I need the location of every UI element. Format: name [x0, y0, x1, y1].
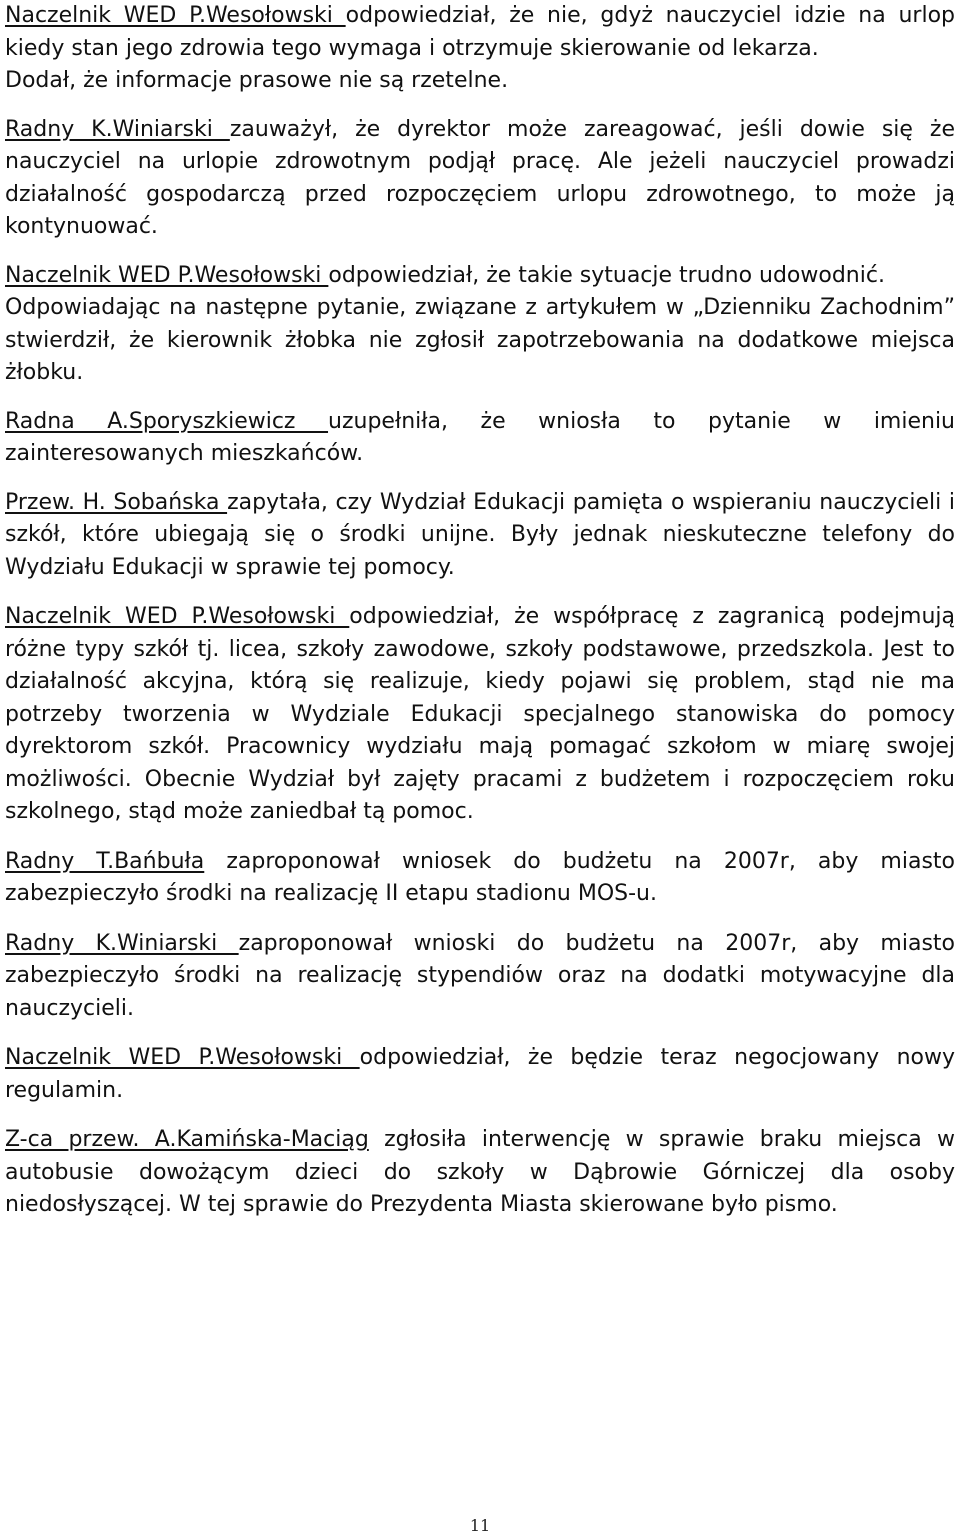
paragraph-10: [5, 928, 955, 1026]
paragraph-text: zauważył, że dyrektor może zareagować, jeśli dowie się że nauczyciel na urlopie zdrowotnym podjął pracę. Ale jeżeli nauczyciel prowadzi działalność gospodarczą przed rozpoczęciem urlopu zdrowotnego, to może ją kontynuować.: [5, 116, 955, 239]
paragraph-text: uzupełniła, że wniosła to pytanie w imieniu zainteresowanych mieszkańców.: [5, 408, 956, 466]
paragraph-12: [5, 1124, 955, 1222]
paragraph-text: Dodał, że informacje prasowe nie są rzetelne.: [5, 68, 509, 93]
paragraph-9: [5, 846, 955, 911]
paragraph-text: odpowiedział, że współpracę z zagranicą podejmują różne typy szkół tj. licea, szkoły zawodowe, szkoły podstawowe, przedszkola. Jest to działalność akcyjna, którą się realizuje, kiedy pojawi się problem, stąd nie ma potrzeby tworzenia w Wydziale Edukacji specjalnego stanowiska do pomocy dyrektorom szkół. Pracownicy wydziału mają pomagać szkołom w miarę swojej możliwości. Obecnie Wydział był zajęty pracami z budżetem i rozpoczęciem roku szkolnego, stąd może zaniedbał tą pomoc.: [5, 604, 956, 824]
speaker-name: Przew. H. Sobańska: [5, 489, 228, 515]
paragraph-text: zapytała, czy Wydział Edukacji pamięta o wspieraniu nauczycieli i szkół, które ubiegają się o środki unijne. Były jednak nieskuteczne telefony do Wydziału Edukacji w sprawie tej pomocy.: [5, 489, 955, 580]
paragraph-text: Odpowiadając na następne pytanie, związane z artykułem w „Dzienniku Zachodnim” stwierdził, że kierownik żłobka nie zgłosił zapotrzebowania na dodatkowe miejsca żłobku.: [5, 295, 955, 385]
paragraph-7: [5, 487, 955, 585]
paragraph-text: zaproponował wniosek do budżetu na 2007r, aby miasto zabezpieczyło środki na realizację II etapu stadionu MOS-u.: [5, 848, 956, 906]
paragraph-text: odpowiedział, że będzie teraz negocjowany nowy regulamin.: [5, 1045, 955, 1103]
page-number: 11: [469, 1516, 491, 1535]
paragraph-1: [5, 0, 955, 65]
paragraph-text: odpowiedział, że nie, gdyż nauczyciel idzie na urlop kiedy stan jego zdrowia tego wymaga i otrzymuje skierowanie od lekarza.: [5, 3, 955, 61]
paragraph-text: zaproponował wnioski do budżetu na 2007r, aby miasto zabezpieczyło środki na realizację stypendiów oraz na dodatki motywacyjne dla nauczycieli.: [5, 930, 955, 1021]
speaker-name: Naczelnik WED P.Wesołowski: [5, 1045, 360, 1070]
speaker-name: Radna A.Sporyszkiewicz: [5, 408, 329, 434]
speaker-name: Radny T.Bańbuła: [5, 848, 205, 874]
paragraph-text: odpowiedział, że takie sytuacje trudno udowodnić.: [328, 262, 885, 288]
speaker-name: Radny K.Winiarski: [5, 930, 239, 956]
paragraph-6: [5, 406, 955, 471]
paragraph-3: [5, 114, 955, 244]
speaker-name: Radny K.Winiarski: [5, 116, 230, 142]
speaker-name: Z-ca przew. A.Kamińska-Maciąg: [5, 1127, 369, 1152]
speaker-name: Naczelnik WED P.Wesołowski: [5, 3, 346, 28]
speaker-name: Naczelnik WED P.Wesołowski: [5, 604, 350, 629]
paragraph-11: [5, 1042, 955, 1107]
paragraph-5: [5, 292, 955, 390]
paragraph-8: [5, 601, 955, 829]
paragraph-text: zgłosiła interwencję w sprawie braku miejsca w autobusie dowożącym dzieci do szkoły w Dąbrowie Górniczej dla osoby niedosłyszącej. W tej sprawie do Prezydenta Miasta skierowane było pismo.: [5, 1127, 955, 1217]
paragraph-2: [5, 65, 955, 98]
paragraph-4: [5, 260, 955, 293]
document-page: [5, 0, 955, 1222]
speaker-name: Naczelnik WED P.Wesołowski: [5, 262, 329, 288]
